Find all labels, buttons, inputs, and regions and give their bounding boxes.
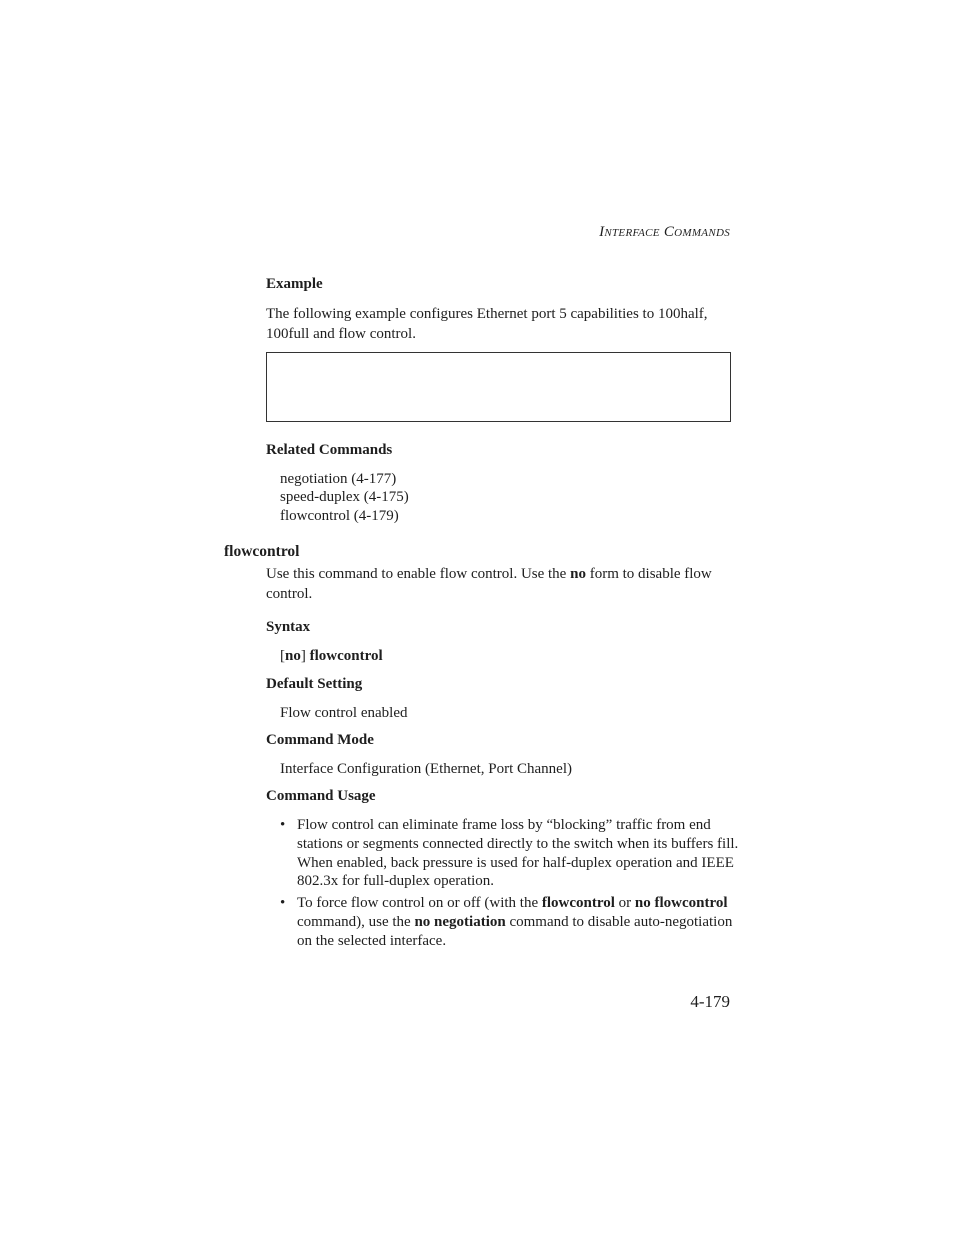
list-item xyxy=(280,894,740,950)
related-item-flowcontrol: flowcontrol (4-179) xyxy=(280,508,399,524)
command-mode-value: Interface Configuration (Ethernet, Port Channel) xyxy=(280,761,572,777)
related-item-speed-duplex: speed-duplex (4-175) xyxy=(280,489,409,505)
command-usage-heading: Command Usage xyxy=(266,788,376,804)
bullet-glyph: • xyxy=(280,817,286,833)
syntax-line: [no] flowcontrol xyxy=(280,648,383,664)
command-usage-list xyxy=(280,816,740,954)
related-item-negotiation: negotiation (4-177) xyxy=(280,471,397,487)
default-setting-value: Flow control enabled xyxy=(280,705,408,721)
related-commands-heading: Related Commands xyxy=(266,442,393,458)
page-number: 4-179 xyxy=(690,992,730,1011)
bullet-glyph: • xyxy=(280,895,286,912)
syntax-heading: Syntax xyxy=(266,619,311,635)
flowcontrol-desc-line2: control. xyxy=(266,586,313,602)
list-item xyxy=(280,816,740,891)
default-setting-heading: Default Setting xyxy=(266,676,363,692)
example-heading: Example xyxy=(266,276,323,292)
bullet-text: To force flow control on or off (with the flowcontrol or no flowcontrol command), use the no negotiation command to disable auto-negotiation on the selected interface. xyxy=(297,895,733,949)
example-text-line1: The following example configures Ethernet port 5 capabilities to 100half, xyxy=(266,306,708,322)
running-header: INTERFACE COMMANDS xyxy=(599,224,730,240)
example-code-box xyxy=(266,352,731,422)
flowcontrol-title: flowcontrol xyxy=(224,543,300,560)
example-text-line2: 100full and flow control. xyxy=(266,326,416,342)
flowcontrol-desc-line1: Use this command to enable flow control. Use the no form to disable flow xyxy=(266,566,712,582)
command-mode-heading: Command Mode xyxy=(266,732,374,748)
bullet-text: Flow control can eliminate frame loss by “blocking” traffic from end stations or segments connected directly to the switch when its buffers fill. When enabled, back pressure is used for half-duplex operation and IEEE 802.3x for full-duplex operation. xyxy=(297,817,739,890)
